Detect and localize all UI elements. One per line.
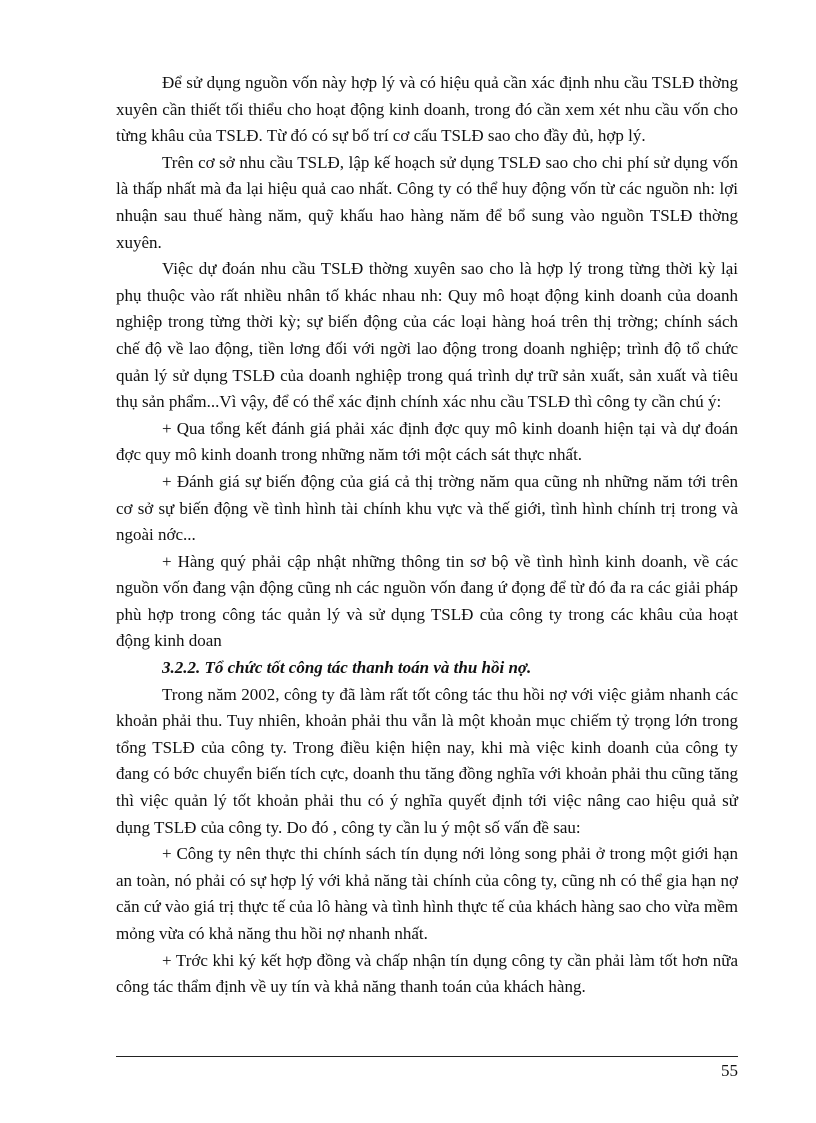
footer-divider xyxy=(116,1056,738,1057)
bullet-paragraph: + Trớc khi ký kết hợp đồng và chấp nhận tín dụng công ty cần phải làm tốt hơn nữa công tác thẩm định về uy tín và khả năng thanh toán của khách hàng. xyxy=(116,950,738,997)
bullet-paragraph: + Đánh giá sự biến động của giá cả thị trờng năm qua cũng nh những năm tới trên cơ sở sự biến động về tình hình tài chính khu vực và thế giới, tình hình chính trị trong và ngoài nớc... xyxy=(116,471,738,545)
paragraph: Việc dự đoán nhu cầu TSLĐ thờng xuyên sao cho là hợp lý trong từng thời kỳ lại phụ thuộc vào rất nhiều nhân tố khác nhau nh: Quy mô hoạt động kinh doanh của doanh nghiệp trong từng thời kỳ; sự biến động của các loại hàng hoá trên thị trờng; chính sách chế độ về lao động, tiền lơng đối với ngời lao động trong doanh nghiệp; trình độ tổ chức quản lý sử dụng TSLĐ của doanh nghiệp trong quá trình dự trữ sản xuất, sản xuất và tiêu thụ sản phẩm...Vì vậy, để có thể xác định chính xác nhu cầu TSLĐ thì công ty cần chú ý: xyxy=(116,259,738,412)
page-body xyxy=(116,70,738,1001)
page-number: 55 xyxy=(721,1061,738,1080)
bullet-paragraph: + Hàng quý phải cập nhật những thông tin sơ bộ về tình hình kinh doanh, về các nguồn vốn đang vận động cũng nh các nguồn vốn đang ứ đọng để từ đó đa ra các giải pháp phù hợp trong công tác quản lý và sử dụng TSLĐ của công ty trong các khâu của hoạt động kinh doan xyxy=(116,551,738,651)
paragraph: Để sử dụng nguồn vốn này hợp lý và có hiệu quả cần xác định nhu cầu TSLĐ thờng xuyên cần thiết tối thiểu cho hoạt động kinh doanh, trong đó cần xem xét nhu cầu vốn cho từng khâu của TSLĐ. Từ đó có sự bố trí cơ cấu TSLĐ sao cho đầy đủ, hợp lý. xyxy=(116,73,738,146)
paragraph: Trong năm 2002, công ty đã làm rất tốt công tác thu hồi nợ với việc giảm nhanh các khoản phải thu. Tuy nhiên, khoản phải thu vẫn là một khoản mục chiếm tỷ trọng lớn trong tổng TSLĐ của công ty. Trong điều kiện hiện nay, khi mà việc kinh doanh của công ty đang có bớc chuyển biến tích cực, doanh thu tăng đồng nghĩa với khoản phải thu cũng tăng thì việc quản lý tốt khoản phải thu có ý nghĩa quyết định tới việc nâng cao hiệu quả sử dụng TSLĐ của công ty. Do đó , công ty cần lu ý một số vấn đề sau: xyxy=(116,684,738,837)
paragraph: Trên cơ sở nhu cầu TSLĐ, lập kế hoạch sử dụng TSLĐ sao cho chi phí sử dụng vốn là thấp nhất mà đa lại hiệu quả cao nhất. Công ty có thể huy động vốn từ các nguồn nh: lợi nhuận sau thuế hàng năm, quỹ khấu hao hàng năm để bổ sung vào nguồn TSLĐ thờng xuyên. xyxy=(116,152,738,252)
section-heading: 3.2.2. Tổ chức tốt công tác thanh toán và thu hồi nợ. xyxy=(162,658,532,678)
bullet-paragraph: + Công ty nên thực thi chính sách tín dụng nới lỏng song phải ở trong một giới hạn an toàn, nó phải có sự hợp lý với khả năng tài chính của công ty, cũng nh có thể gia hạn nợ căn cứ vào giá trị thực tế của lô hàng và tình hình thực tế của khách hàng sao cho vừa mềm mỏng vừa có khả năng thu hồi nợ nhanh nhất. xyxy=(116,844,738,943)
bullet-paragraph: + Qua tổng kết đánh giá phải xác định đợc quy mô kinh doanh hiện tại và dự đoán đợc quy mô kinh doanh trong những năm tới một cách sát thực nhất. xyxy=(116,418,738,465)
